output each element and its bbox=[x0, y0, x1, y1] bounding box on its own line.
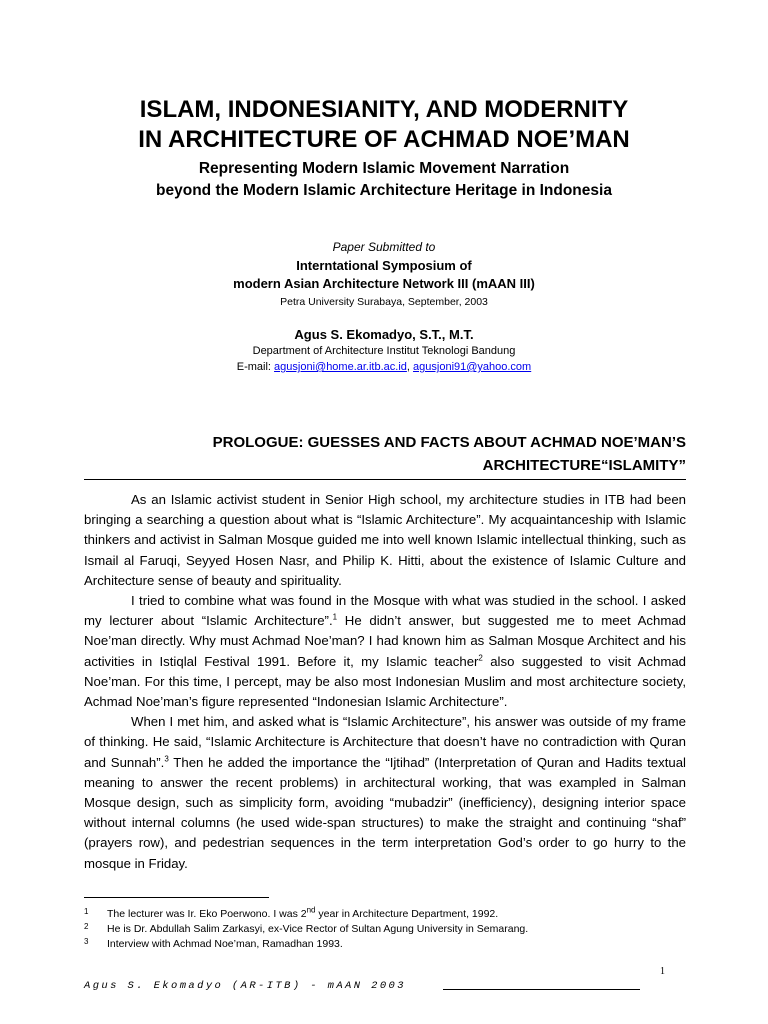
prologue-heading-line-2: ARCHITECTURE“ISLAMITY” bbox=[482, 457, 686, 474]
footnote-1-superscript: nd bbox=[306, 905, 316, 915]
email-separator: , bbox=[406, 361, 414, 373]
author-department: Department of Architecture Institut Teknologi Bandung bbox=[252, 345, 516, 357]
footnote-text: Interview with Achmad Noe’man, Ramadhan 1993. bbox=[107, 938, 343, 950]
running-footer: Agus S. Ekomadyo (AR-ITB) - mAAN 2003 bbox=[84, 980, 406, 992]
paragraph-2-text-a: I tried to combine what was found in the Mosque with what was studied in the school. I asked my lecturer about “Islamic Architecture”. bbox=[84, 593, 686, 629]
footnote-text bbox=[107, 907, 498, 921]
author-name: Agus S. Ekomadyo, S.T., M.T. bbox=[294, 327, 474, 342]
paragraph-2-text-c: also suggested to visit Achmad Noe’man. For this time, I percept, may be also most Indonesian Muslim and most architecture society, Achmad Noe’man’s figure represented “Indonesian Islamic Architecture”. bbox=[84, 653, 686, 710]
footnote-ref-2: 2 bbox=[478, 653, 483, 663]
footnote-ref-3: 3 bbox=[164, 754, 169, 764]
paper-title-line-1: ISLAM, INDONESIANITY, AND MODERNITY bbox=[139, 96, 629, 123]
footnote-text: He is Dr. Abdullah Salim Zarkasyi, ex-Vice Rector of Sultan Agung University in Semarang. bbox=[107, 923, 529, 935]
paper-subtitle-line-2: beyond the Modern Islamic Architecture Heritage in Indonesia bbox=[156, 182, 612, 199]
submission-label: Paper Submitted to bbox=[332, 240, 436, 254]
prologue-heading-line-1: PROLOGUE: GUESSES AND FACTS ABOUT ACHMAD NOE’MAN’S bbox=[212, 434, 686, 451]
symposium-venue: Petra University Surabaya, September, 2003 bbox=[280, 296, 488, 308]
body-paragraph-1: As an Islamic activist student in Senior High school, my architecture studies in ITB had been bringing a searching a question about what is “Islamic Architecture”. My acquaintanceship with Islamic thinkers and activist in Salman Mosque guided me into well known Islamic intellectual thinking, such as Ismail al Faruqi, Seyyed Hosen Nasr, and Philip K. Hitti, about the existence of Islamic Culture and Architecture sense of beauty and spirituality. bbox=[84, 492, 686, 588]
footnote-1-text-b: year in Architecture Department, 1992. bbox=[315, 908, 499, 920]
email-link-1[interactable]: agusjoni@home.ar.itb.ac.id bbox=[274, 361, 407, 373]
footnote-1-text-a: The lecturer was Ir. Eko Poerwono. I was 2 bbox=[107, 908, 307, 920]
footnote-number: 2 bbox=[84, 922, 89, 931]
prologue-divider bbox=[84, 479, 686, 480]
paragraph-3-text-a: When I met him, and asked what is “Islamic Architecture”, his answer was outside of my frame of thinking. He said, “Islamic Architecture is Architecture that doesn’t have no contradiction with Quran and Sunnah”. bbox=[84, 714, 686, 770]
email-link-2[interactable]: agusjoni91@yahoo.com bbox=[413, 361, 532, 373]
author-email bbox=[60, 361, 708, 373]
body-paragraph-3 bbox=[84, 712, 686, 874]
email-label: E-mail: bbox=[236, 361, 275, 373]
paragraph-2-text-b: He didn’t answer, but suggested me to meet Achmad Noe’man directly. Why must Achmad Noe’man? I had known him as Salman Mosque Architect and his activities in Istiqlal Festival 1991. Before it, my Islamic teacher bbox=[84, 613, 686, 669]
symposium-name-line-1: Interntational Symposium of bbox=[296, 258, 472, 273]
footnote-separator bbox=[84, 897, 269, 898]
page-number: 1 bbox=[660, 966, 665, 977]
footnote-number: 1 bbox=[84, 907, 89, 916]
paragraph-3-text-b: Then he added the importance the “Ijtihad” (Interpretation of Quran and Hadits textual meaning to answer the recent problems) in architectural working, that was exampled in Salman Mosque design, such as simplicity form, avoiding “mubadzir” (inefficiency), designing interior space without internal columns (he used wide-span structures) to make the straight and continuing “shaf” (prayers row), and pedestrian sequences in the term interpretation God’s order to go hurry to the mosque in Friday. bbox=[84, 754, 686, 871]
body-paragraph-2 bbox=[84, 591, 686, 712]
body-text bbox=[84, 490, 686, 874]
footnote-ref-1: 1 bbox=[332, 612, 338, 622]
symposium-name-line-2: modern Asian Architecture Network III (mAAN III) bbox=[233, 276, 535, 291]
footnote-number: 3 bbox=[84, 937, 89, 946]
footer-rule bbox=[443, 989, 640, 990]
paper-subtitle-line-1: Representing Modern Islamic Movement Narration bbox=[198, 160, 570, 177]
paper-title-line-2: IN ARCHITECTURE OF ACHMAD NOE’MAN bbox=[138, 126, 630, 153]
